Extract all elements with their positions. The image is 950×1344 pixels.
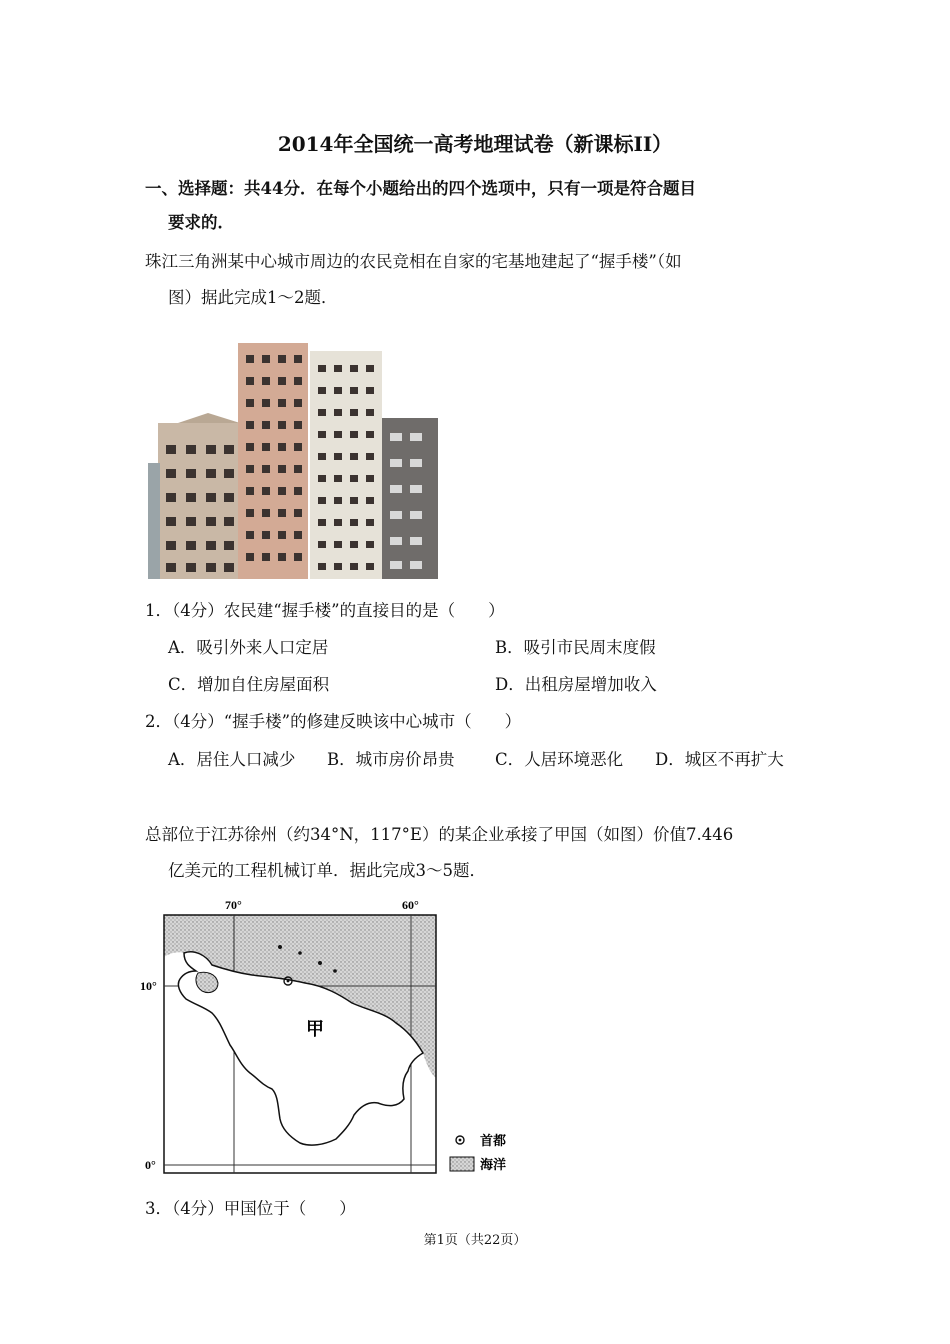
question-2-option-b: B．城市房价昂贵 (327, 750, 455, 769)
question-1-option-c: C．增加自住房屋面积 (168, 675, 330, 694)
section-heading-cont: 要求的． (168, 213, 234, 232)
question-1-option-b: B．吸引市民周末度假 (495, 638, 656, 657)
handshake-buildings-photo (148, 333, 438, 579)
legend-ocean-label: 海洋 (480, 1158, 507, 1173)
question-2-option-a: A．居住人口减少 (168, 750, 296, 769)
passage-1: 珠江三角洲某中心城市周边的农民竞相在自家的宅基地建起了“握手楼”（如 (145, 252, 682, 271)
question-2-stem: 2．（4分）“握手楼”的修建反映该中心城市（ ） (145, 712, 522, 731)
question-3-stem: 3．（4分）甲国位于（ ） (145, 1199, 356, 1218)
page-footer: 第1页（共22页） (423, 1233, 527, 1248)
lat-0-label: 0° (145, 1158, 156, 1172)
lon-70-label: 70° (225, 898, 242, 912)
country-label: 甲 (306, 1019, 324, 1040)
question-2-option-c: C．人居环境恶化 (495, 750, 624, 769)
lon-60-label: 60° (402, 898, 419, 912)
passage-2: 总部位于江苏徐州（约34°N，117°E）的某企业承接了甲国（如图）价值7.446 (145, 825, 734, 844)
legend-ocean-swatch (450, 1157, 474, 1171)
question-1-stem: 1．（4分）农民建“握手楼”的直接目的是（ ） (145, 601, 505, 620)
passage-1-cont: 图）据此完成1～2题． (168, 288, 338, 307)
question-2-option-d: D．城区不再扩大 (655, 750, 784, 769)
legend-capital-label: 首都 (480, 1134, 507, 1149)
passage-2-cont: 亿美元的工程机械订单．据此完成3～5题． (168, 861, 486, 880)
country-map (140, 893, 530, 1183)
section-heading: 一、选择题：共44分．在每个小题给出的四个选项中，只有一项是符合题目 (145, 179, 696, 198)
question-1-option-d: D．出租房屋增加收入 (495, 675, 657, 694)
question-1-option-a: A．吸引外来人口定居 (168, 638, 329, 657)
lat-10-label: 10° (140, 979, 157, 993)
page-title: 2014年全国统一高考地理试卷（新课标II） (277, 132, 673, 156)
